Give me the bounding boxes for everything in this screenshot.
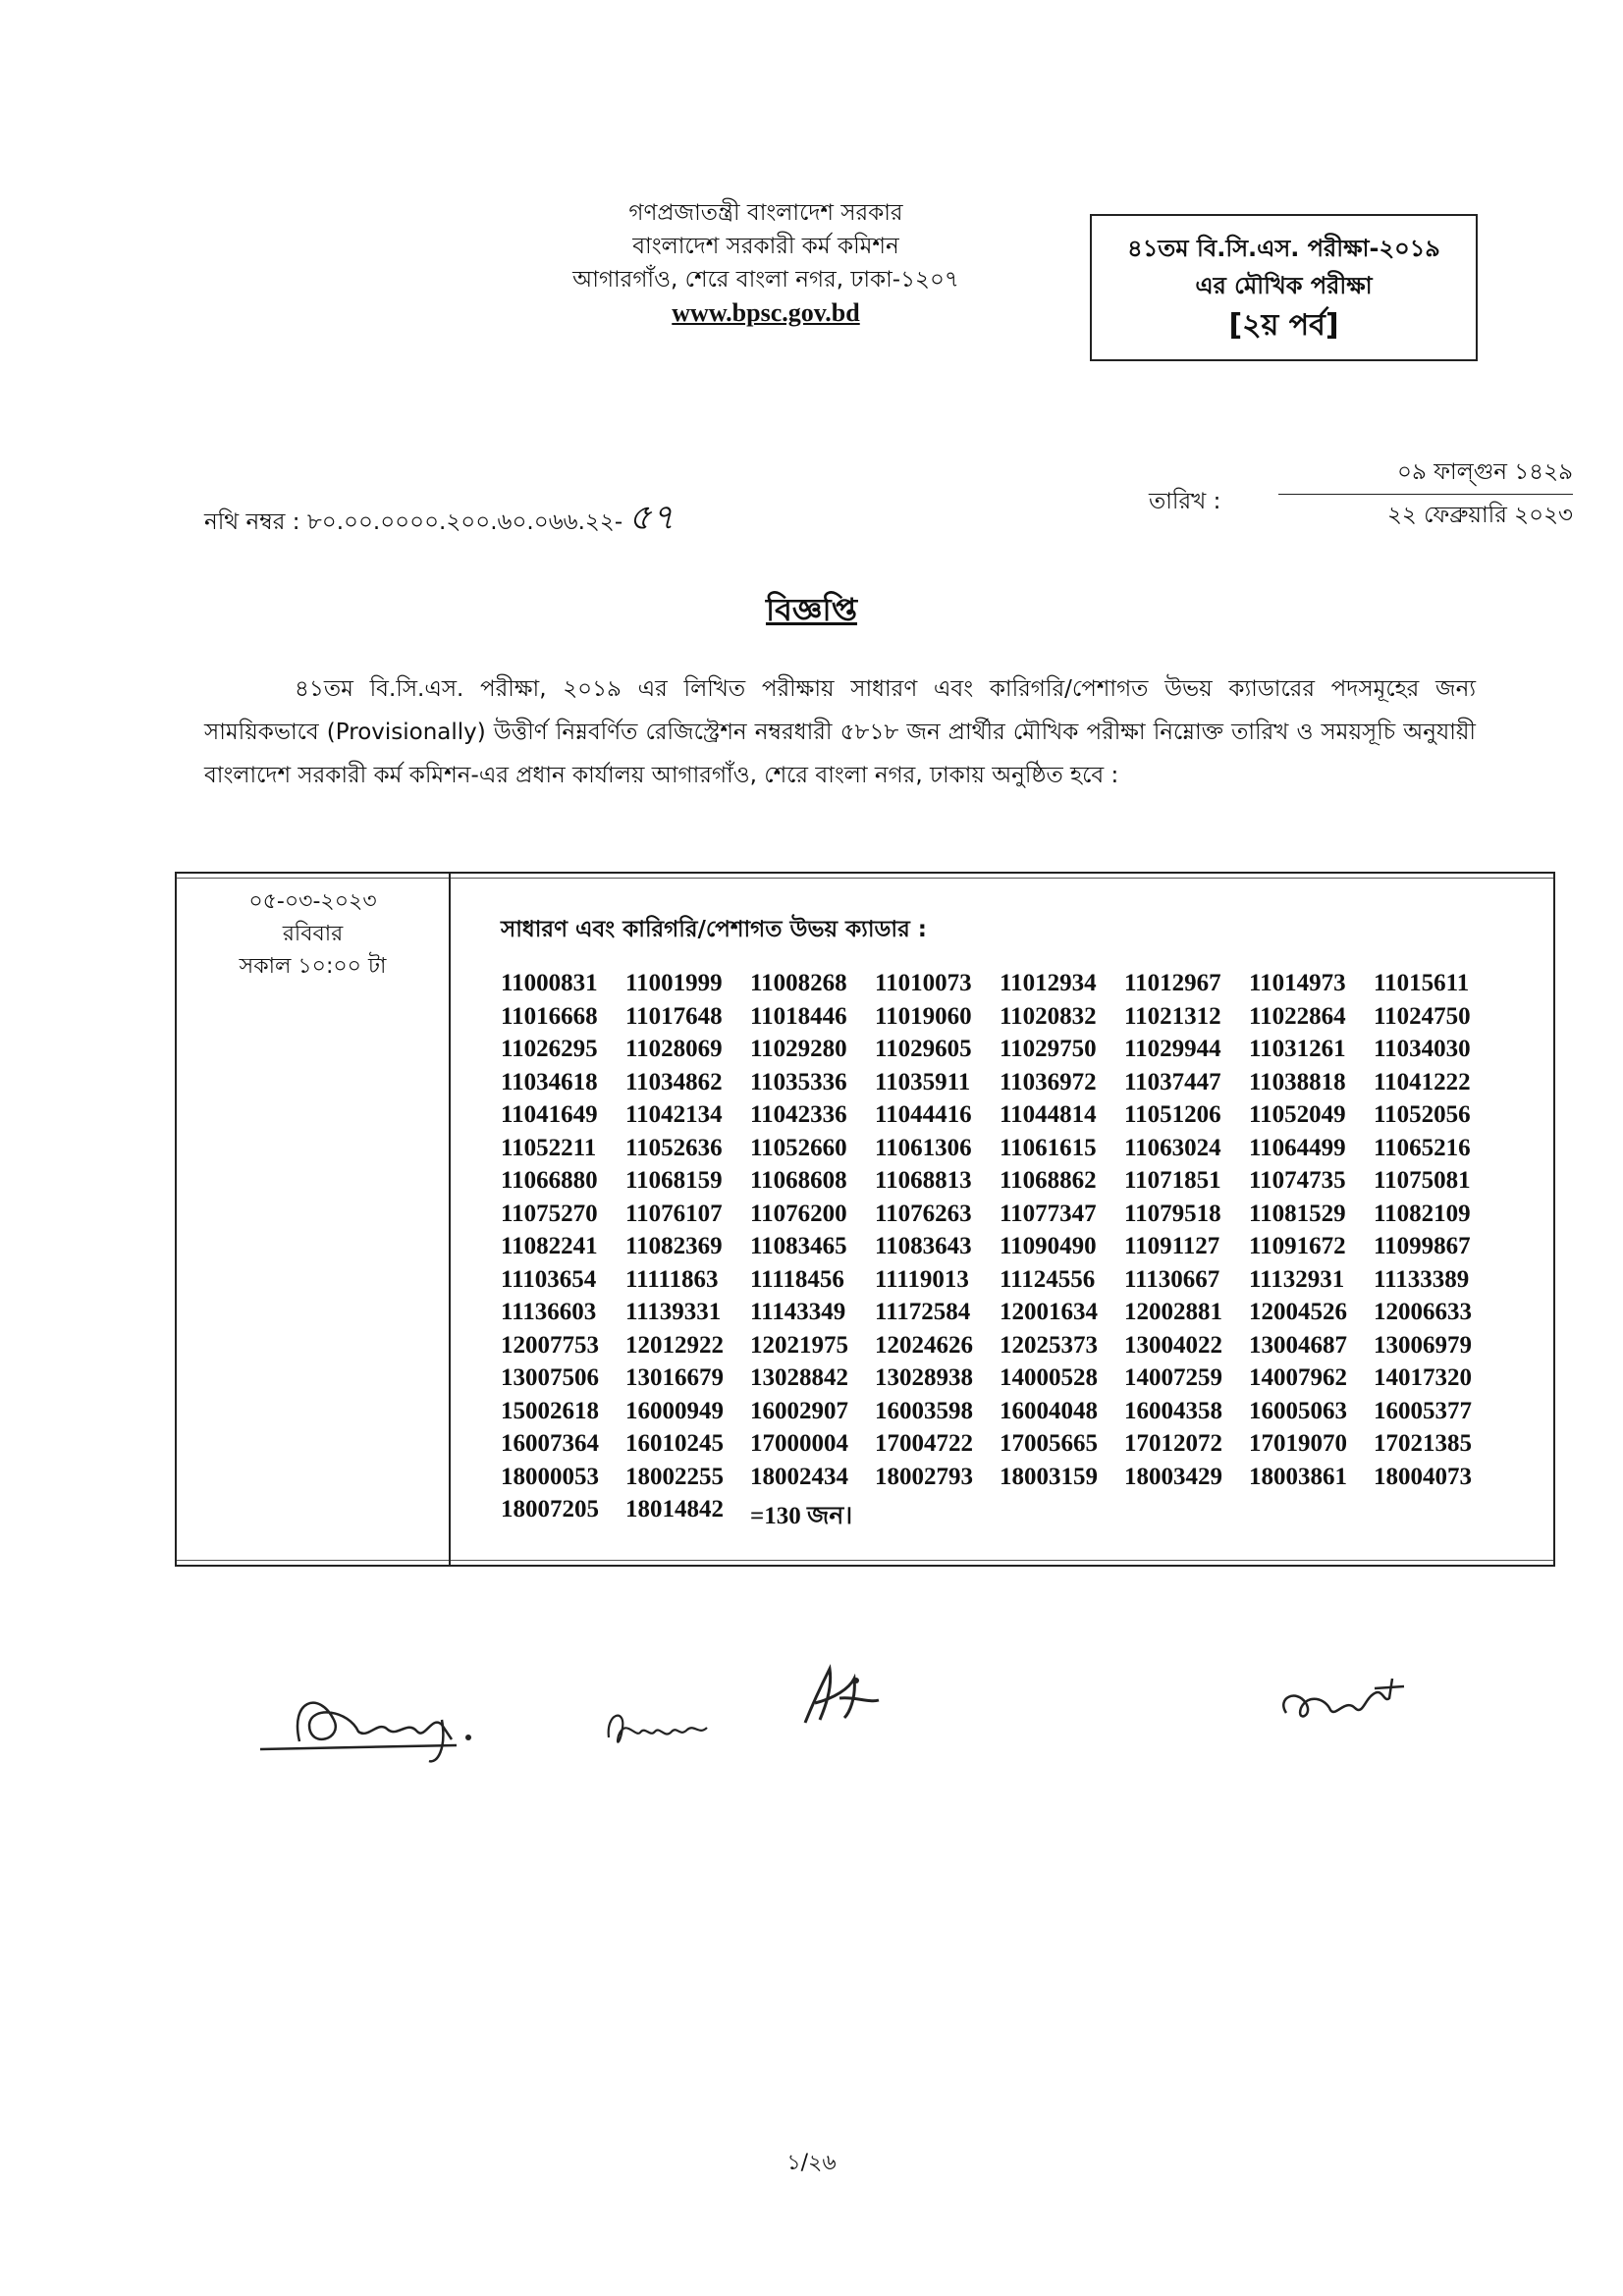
- registration-number: 11136603: [501, 1299, 597, 1325]
- table-inner-top-rule: [177, 878, 1553, 879]
- registration-number: 11024750: [1374, 1002, 1471, 1030]
- schedule-slot: [177, 885, 449, 983]
- registration-number: 18004073: [1374, 1463, 1472, 1490]
- registration-row: [501, 1496, 1542, 1529]
- registration-number: 11018446: [750, 1002, 847, 1030]
- registration-number: 11019060: [875, 1002, 972, 1030]
- registration-row: [501, 1069, 1542, 1102]
- registration-number: 17005665: [1000, 1430, 1098, 1457]
- registration-row: [501, 1201, 1542, 1234]
- registration-number: 11063024: [1124, 1134, 1221, 1161]
- registration-row: [501, 1464, 1542, 1497]
- registration-number: 11041649: [501, 1101, 598, 1128]
- registration-number: 11118456: [750, 1265, 844, 1293]
- exam-subtitle: এর মৌখিক পরীক্ষা: [1195, 272, 1373, 299]
- registration-number: 16002907: [750, 1397, 848, 1424]
- registration-number: 11066880: [501, 1167, 598, 1194]
- registration-number: 11075270: [501, 1200, 598, 1227]
- cadre-heading: সাধারণ এবং কারিগরি/পেশাগত উভয় ক্যাডার :: [501, 917, 927, 942]
- registration-number: 18002434: [750, 1463, 848, 1490]
- registration-number: 11029605: [875, 1036, 972, 1062]
- office-header: [550, 196, 982, 330]
- registration-number: 13007506: [501, 1364, 599, 1391]
- registration-number: 11068159: [625, 1167, 723, 1194]
- registration-number: 16004358: [1124, 1397, 1222, 1424]
- registration-number: 14000528: [1000, 1364, 1098, 1391]
- registration-number: 13016679: [625, 1364, 724, 1391]
- registration-row: [501, 1430, 1542, 1464]
- registration-number: 11052211: [501, 1134, 597, 1161]
- registration-row: [501, 1233, 1542, 1266]
- registration-number: 12024626: [875, 1331, 973, 1359]
- registration-number: 17012072: [1124, 1430, 1222, 1457]
- registration-number: 11076107: [625, 1200, 723, 1227]
- registration-number: 18003159: [1000, 1463, 1098, 1490]
- registration-number: 11091672: [1249, 1233, 1346, 1259]
- registration-number: 11061615: [1000, 1134, 1097, 1161]
- schedule-table: [175, 872, 1555, 1567]
- table-inner-bottom-rule: [177, 1560, 1553, 1561]
- registration-number: 11017648: [625, 1002, 723, 1030]
- date-bangla: ০৯ ফাল্গুন ১৪২৯: [1278, 454, 1573, 495]
- registration-number: 11037447: [1124, 1068, 1221, 1095]
- registration-number: 11130667: [1124, 1265, 1220, 1293]
- registration-number: 11091127: [1124, 1233, 1220, 1259]
- registration-number: 17000004: [750, 1430, 848, 1457]
- registration-number: 11082369: [625, 1233, 723, 1259]
- office-address: আগারগাঁও, শেরে বাংলা নগর, ঢাকা-১২০৭: [572, 267, 959, 293]
- exam-phase: [২য় পর্ব]: [1228, 308, 1339, 343]
- registration-row: [501, 1299, 1542, 1332]
- registration-number: 11082109: [1374, 1200, 1471, 1227]
- registration-number: 11172584: [875, 1299, 971, 1325]
- registration-number: 17021385: [1374, 1430, 1472, 1457]
- registration-number: 11031261: [1249, 1036, 1346, 1062]
- registration-number: 11034030: [1374, 1036, 1471, 1062]
- memo-handwritten-number: ৫৭: [628, 498, 675, 538]
- registration-row: [501, 1332, 1542, 1365]
- registration-number: 11044416: [875, 1101, 972, 1128]
- schedule-day: রবিবার: [282, 922, 344, 946]
- registration-row: [501, 1364, 1542, 1398]
- registration-number: 14017320: [1374, 1364, 1472, 1391]
- registration-row: [501, 1167, 1542, 1201]
- registration-row: [501, 1398, 1542, 1431]
- registration-number: 11028069: [625, 1036, 723, 1062]
- registration-number: 12007753: [501, 1331, 599, 1359]
- registration-number: 11111863: [625, 1265, 719, 1293]
- registration-number: 16010245: [625, 1430, 724, 1457]
- registration-number: 12001634: [1000, 1299, 1098, 1325]
- schedule-time: সকাল ১০:০০ টা: [239, 954, 387, 979]
- registration-number: 17019070: [1249, 1430, 1347, 1457]
- registration-number: 12012922: [625, 1331, 724, 1359]
- registration-number: 11052056: [1374, 1101, 1471, 1128]
- registration-number: 11034618: [501, 1068, 598, 1095]
- registration-number: 11083465: [750, 1233, 847, 1259]
- memo-label: নথি নম্বর : ৮০.০০.০০০০.২০০.৬০.০৬৬.২২-: [204, 509, 623, 535]
- registration-number: 14007259: [1124, 1364, 1222, 1391]
- registration-number: 18007205: [501, 1496, 599, 1522]
- registration-number: 11082241: [501, 1233, 598, 1259]
- registration-number: 11071851: [1124, 1167, 1221, 1194]
- registration-number: 18003429: [1124, 1463, 1222, 1490]
- registration-number: 16000949: [625, 1397, 724, 1424]
- registration-row: [501, 1003, 1542, 1037]
- registration-number: 11090490: [1000, 1233, 1097, 1259]
- signature-3: [795, 1659, 903, 1737]
- registration-number: 11029280: [750, 1036, 847, 1062]
- registration-number: 11012967: [1124, 970, 1221, 996]
- registration-number: 11029750: [1000, 1036, 1097, 1062]
- registration-number: 11052660: [750, 1134, 847, 1161]
- registration-number: 18003861: [1249, 1463, 1347, 1490]
- registration-number: 12025373: [1000, 1331, 1098, 1359]
- registration-number: 11014973: [1249, 970, 1346, 996]
- commission-name: বাংলাদেশ সরকারী কর্ম কমিশন: [632, 234, 899, 259]
- registration-number: 18014842: [625, 1496, 724, 1522]
- registration-number: 11081529: [1249, 1200, 1346, 1227]
- website-link[interactable]: www.bpsc.gov.bd: [672, 298, 860, 327]
- registration-number: 11035336: [750, 1068, 847, 1095]
- registration-number: 11021312: [1124, 1002, 1221, 1030]
- registration-number: 11036972: [1000, 1068, 1097, 1095]
- registration-number: 11029944: [1124, 1036, 1221, 1062]
- registration-number: 11103654: [501, 1265, 597, 1293]
- registration-number: 18002255: [625, 1463, 724, 1490]
- registration-number: 11124556: [1000, 1265, 1096, 1293]
- registration-number: 12002881: [1124, 1299, 1222, 1325]
- registration-number: 11083643: [875, 1233, 972, 1259]
- registration-number: 18000053: [501, 1463, 599, 1490]
- registration-row: [501, 970, 1542, 1003]
- registration-number: 11068813: [875, 1167, 972, 1194]
- registration-number: 11022864: [1249, 1002, 1346, 1030]
- registration-number: 11075081: [1374, 1167, 1471, 1194]
- registration-row: [501, 1266, 1542, 1300]
- registration-number: 11133389: [1374, 1265, 1470, 1293]
- registration-number: 11132931: [1249, 1265, 1345, 1293]
- signature-4: [1267, 1669, 1414, 1737]
- registration-number: 11077347: [1000, 1200, 1097, 1227]
- registration-number: 11042336: [750, 1101, 847, 1128]
- registration-number: 11008268: [750, 970, 847, 996]
- registration-number: 11000831: [501, 970, 598, 996]
- registration-number: 11119013: [875, 1265, 969, 1293]
- registration-number: 11012934: [1000, 970, 1097, 996]
- registration-number: 11076263: [875, 1200, 972, 1227]
- registration-row: [501, 1101, 1542, 1135]
- registration-number: 12021975: [750, 1331, 848, 1359]
- registration-number: 11068608: [750, 1167, 847, 1194]
- registration-number: 15002618: [501, 1397, 599, 1424]
- registration-number: 11099867: [1374, 1233, 1471, 1259]
- registration-number: 11010073: [875, 970, 972, 996]
- registration-number: 11143349: [750, 1299, 846, 1325]
- govt-name: গণপ্রজাতন্ত্রী বাংলাদেশ সরকার: [628, 200, 903, 226]
- page-number: ১/২৬: [786, 2151, 837, 2175]
- registration-number: 13004022: [1124, 1331, 1222, 1359]
- table-column-divider: [449, 874, 451, 1565]
- registration-number: 18002793: [875, 1463, 973, 1490]
- registration-number: 13028938: [875, 1364, 973, 1391]
- registration-row: [501, 1036, 1542, 1069]
- registration-number: 16005063: [1249, 1397, 1347, 1424]
- notice-body: ৪১তম বি.সি.এস. পরীক্ষা, ২০১৯ এর লিখিত পরীক্ষায় সাধারণ এবং কারিগরি/পেশাগত উভয় ক্যাডারের পদসমূহের জন্য সাময়িকভাবে (Provisionally) উত্তীর্ণ নিম্নবর্ণিত রেজিস্ট্রেশন নম্বরধারী ৫৮১৮ জন প্রার্থীর মৌখিক পরীক্ষা নিম্নোক্ত তারিখ ও সময়সূচি অনুযায়ী বাংলাদেশ সরকারী কর্ম কমিশন-এর প্রধান কার্যালয় আগারগাঁও, শেরে বাংলা নগর, ঢাকায় অনুষ্ঠিত হবে :: [204, 676, 1476, 788]
- registration-number: 14007962: [1249, 1364, 1347, 1391]
- registration-number: 11061306: [875, 1134, 972, 1161]
- registration-number: 12004526: [1249, 1299, 1347, 1325]
- registration-number-list: [501, 970, 1542, 1529]
- registration-number: 11052636: [625, 1134, 723, 1161]
- registration-number: 11074735: [1249, 1167, 1346, 1194]
- registration-number: 11065216: [1374, 1134, 1471, 1161]
- exam-title: ৪১তম বি.সি.এস. পরীক্ষা-২০১৯: [1127, 235, 1440, 262]
- registration-number: 11038818: [1249, 1068, 1346, 1095]
- date-label: তারিখ :: [1149, 489, 1221, 514]
- registration-number: 11001999: [625, 970, 723, 996]
- registration-number: 11042134: [625, 1101, 723, 1128]
- registration-number: 16007364: [501, 1430, 599, 1457]
- registration-number: 11020832: [1000, 1002, 1097, 1030]
- date-english: ২২ ফেব্রুয়ারি ২০২৩: [1386, 503, 1573, 528]
- registration-number: 11016668: [501, 1002, 598, 1030]
- registration-number: 11026295: [501, 1036, 598, 1062]
- registration-number: 17004722: [875, 1430, 973, 1457]
- memo-number: [204, 491, 675, 550]
- registration-number: 11041222: [1374, 1068, 1471, 1095]
- signature-1: [250, 1681, 496, 1769]
- notice-title-text: বিজ্ঞপ্তি: [765, 591, 858, 628]
- candidate-total: =130 জন।: [750, 1503, 853, 1529]
- schedule-date: ০৫-০৩-২০২৩: [248, 889, 377, 914]
- registration-number: 11064499: [1249, 1134, 1346, 1161]
- registration-row: [501, 1135, 1542, 1168]
- registration-number: 11068862: [1000, 1167, 1097, 1194]
- registration-number: 16004048: [1000, 1397, 1098, 1424]
- registration-number: 11044814: [1000, 1101, 1097, 1128]
- registration-number: 11034862: [625, 1068, 723, 1095]
- registration-number: 11079518: [1124, 1200, 1221, 1227]
- registration-number: 11035911: [875, 1068, 971, 1095]
- registration-number: 12006633: [1374, 1299, 1472, 1325]
- notice-title: [0, 585, 1623, 638]
- registration-number: 11052049: [1249, 1101, 1346, 1128]
- signature-2: [601, 1698, 719, 1757]
- registration-number: 13006979: [1374, 1331, 1472, 1359]
- registration-number: 16003598: [875, 1397, 973, 1424]
- registration-number: 13028842: [750, 1364, 848, 1391]
- registration-number: 13004687: [1249, 1331, 1347, 1359]
- registration-number: 11051206: [1124, 1101, 1221, 1128]
- registration-number: 16005377: [1374, 1397, 1472, 1424]
- exam-title-box: [1090, 214, 1478, 361]
- registration-number: 11015611: [1374, 970, 1470, 996]
- registration-number: 11139331: [625, 1299, 722, 1325]
- registration-number: 11076200: [750, 1200, 847, 1227]
